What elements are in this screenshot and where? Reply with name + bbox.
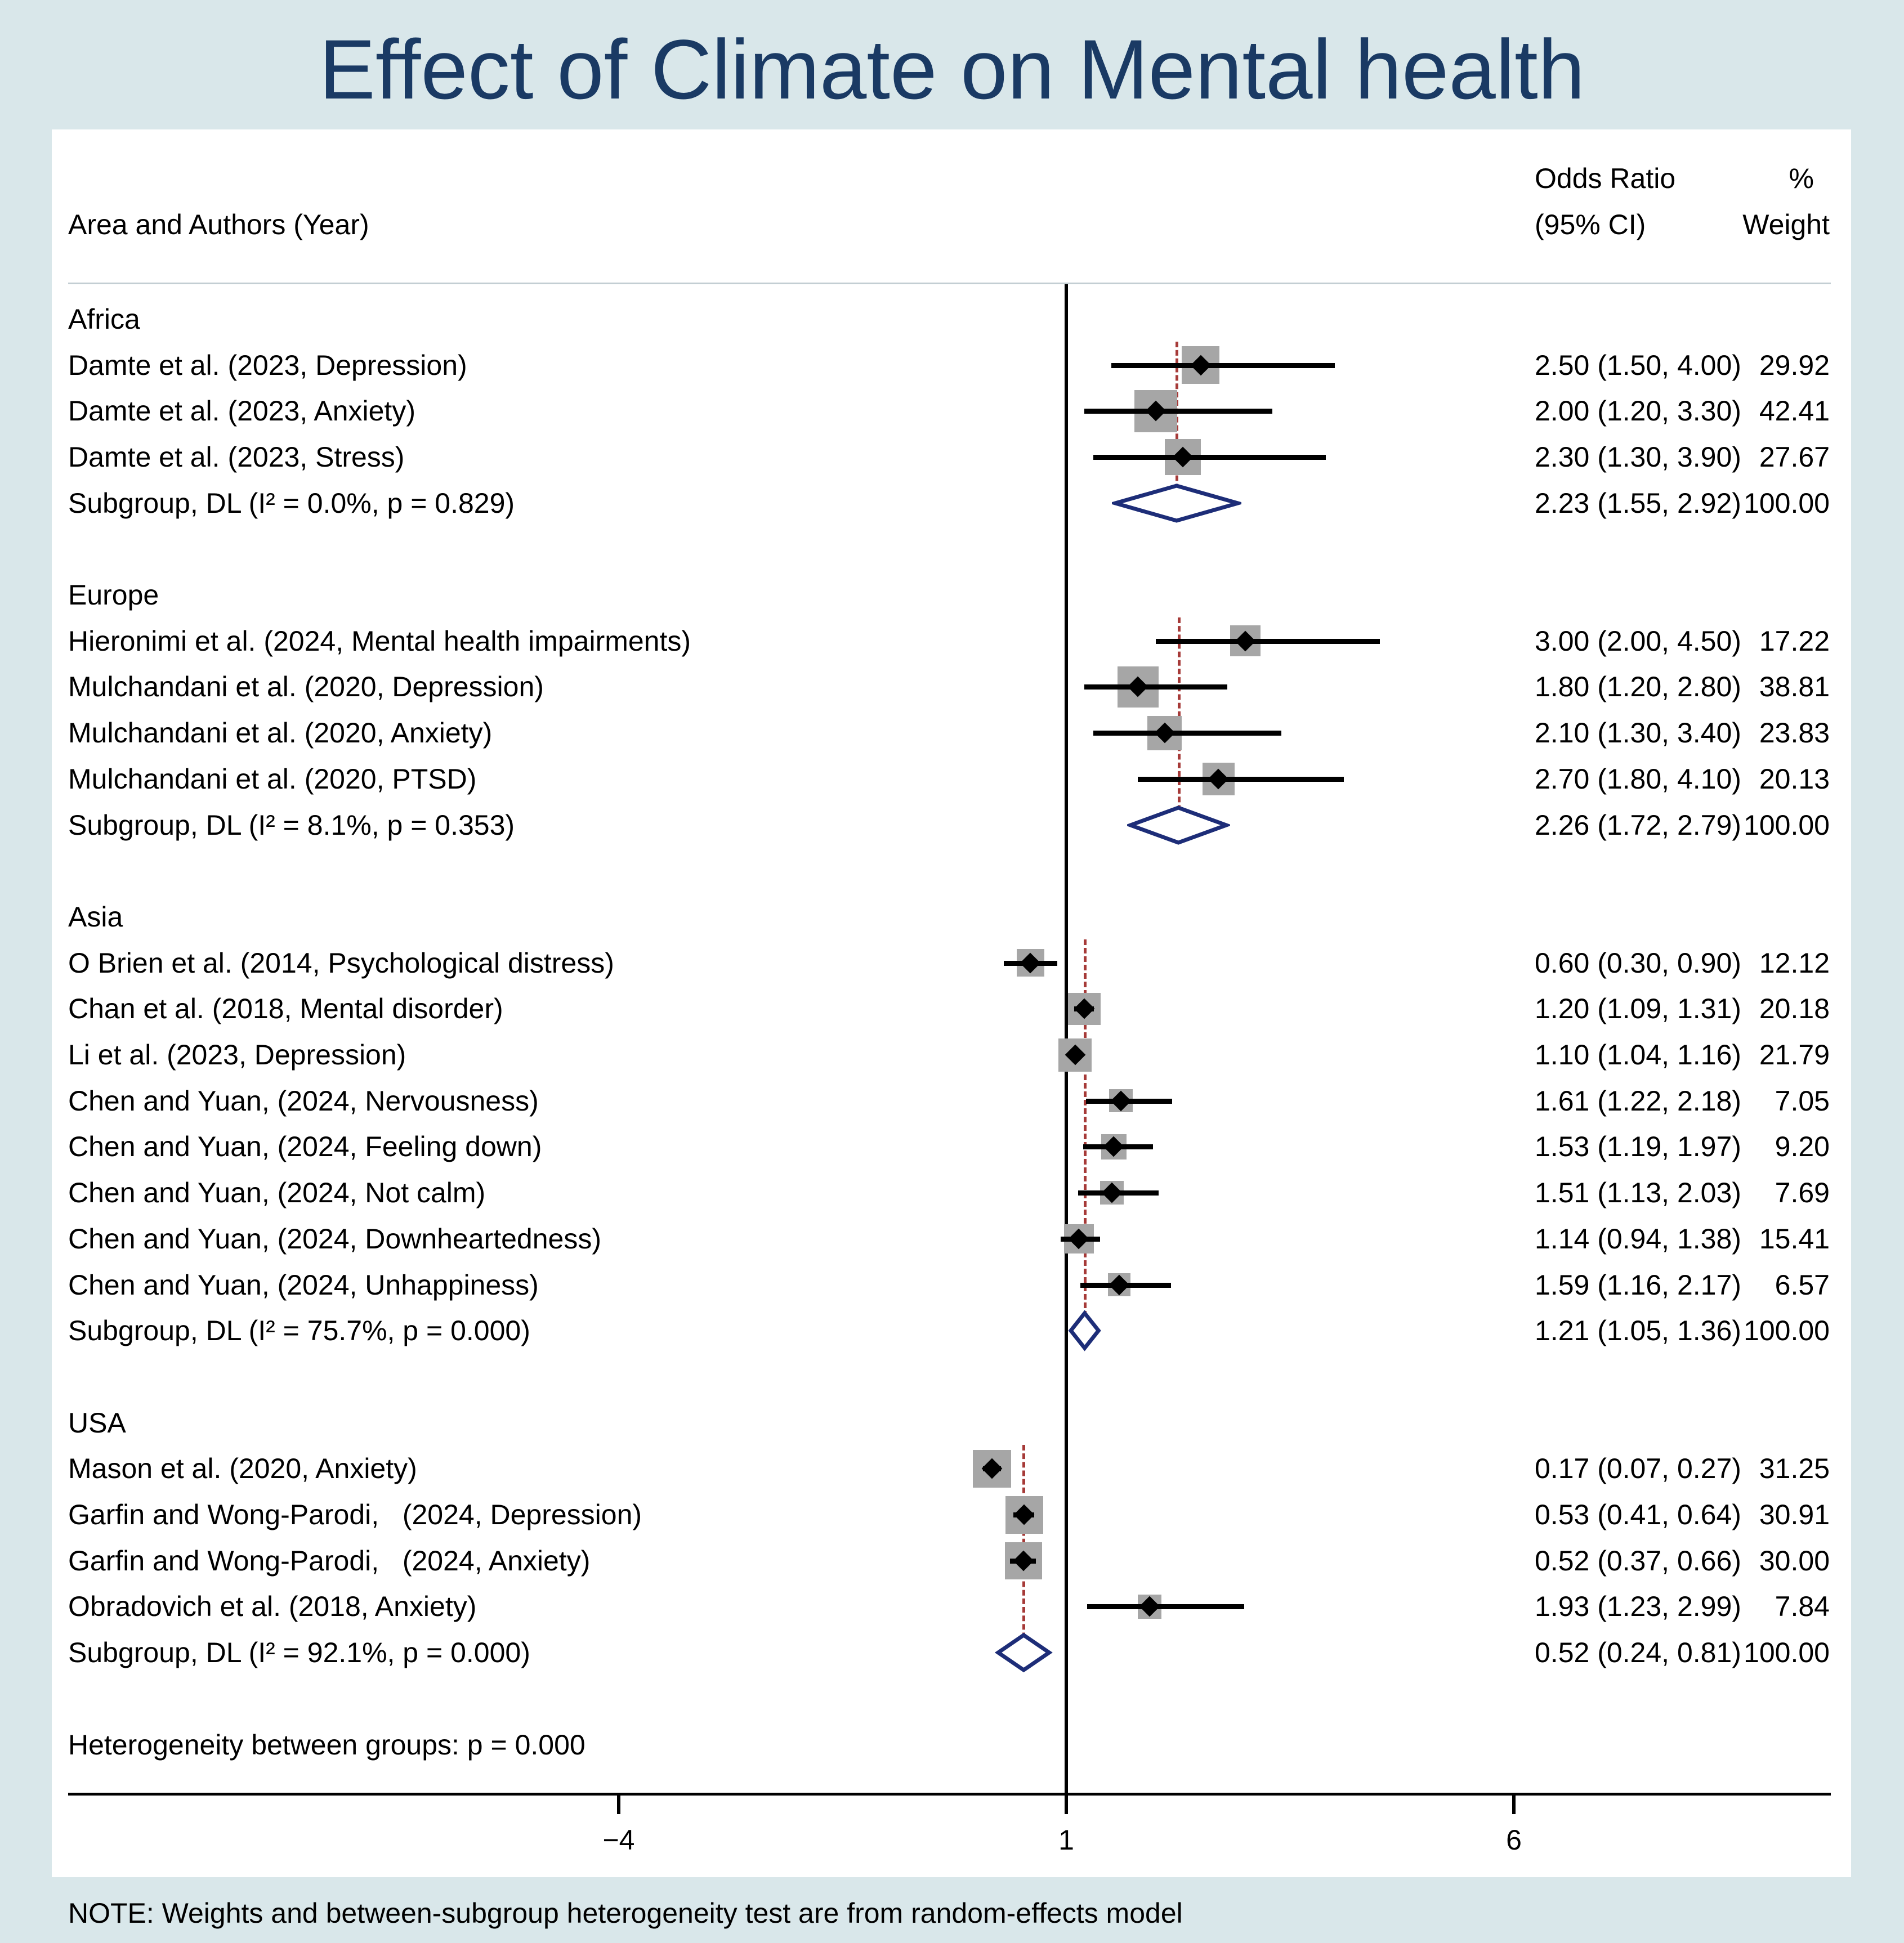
- x-axis-tick-label: 1: [1058, 1824, 1074, 1856]
- or-ci-value: 1.53 (1.19, 1.97): [1535, 1131, 1741, 1163]
- group-label: Europe: [68, 579, 159, 611]
- weight-value: 23.83: [1759, 717, 1830, 749]
- x-axis-tick-label: −4: [602, 1824, 635, 1856]
- weight-value: 20.18: [1759, 993, 1830, 1025]
- study-label: Chen and Yuan, (2024, Nervousness): [68, 1085, 539, 1117]
- or-ci-value: 2.26 (1.72, 2.79): [1535, 809, 1741, 841]
- or-ci-value: 1.61 (1.22, 2.18): [1535, 1085, 1741, 1117]
- or-ci-value: 2.50 (1.50, 4.00): [1535, 349, 1741, 381]
- weight-value: 21.79: [1759, 1039, 1830, 1071]
- x-axis-tick: [1512, 1793, 1516, 1814]
- study-label: Li et al. (2023, Depression): [68, 1039, 406, 1071]
- study-label: Chan et al. (2018, Mental disorder): [68, 993, 503, 1025]
- heterogeneity-note: Heterogeneity between groups: p = 0.000: [68, 1729, 585, 1761]
- weight-value: 7.05: [1775, 1085, 1830, 1117]
- ci-line: [1138, 777, 1344, 782]
- x-axis-line: [68, 1793, 1831, 1796]
- subgroup-summary-diamond: [1067, 1309, 1102, 1352]
- or-ci-value: 1.80 (1.20, 2.80): [1535, 671, 1741, 703]
- or-ci-value: 2.70 (1.80, 4.10): [1535, 763, 1741, 795]
- study-label: O Brien et al. (2014, Psychological distress): [68, 947, 614, 979]
- study-label: Mulchandani et al. (2020, PTSD): [68, 763, 477, 795]
- weight-value: 30.00: [1759, 1544, 1830, 1577]
- subgroup-summary-diamond: [1112, 482, 1241, 525]
- or-ci-value: 2.30 (1.30, 3.90): [1535, 441, 1741, 473]
- weight-value: 15.41: [1759, 1223, 1830, 1255]
- study-label: Chen and Yuan, (2024, Feeling down): [68, 1131, 542, 1163]
- or-ci-value: 2.23 (1.55, 2.92): [1535, 487, 1741, 519]
- group-label: USA: [68, 1407, 126, 1439]
- or-ci-value: 0.52 (0.24, 0.81): [1535, 1637, 1741, 1669]
- ci-line: [1156, 639, 1380, 644]
- group-label: Asia: [68, 901, 123, 933]
- or-ci-value: 1.20 (1.09, 1.31): [1535, 993, 1741, 1025]
- study-label: Mason et al. (2020, Anxiety): [68, 1453, 417, 1485]
- or-ci-value: 1.10 (1.04, 1.16): [1535, 1039, 1741, 1071]
- study-label: Obradovich et al. (2018, Anxiety): [68, 1591, 477, 1623]
- weight-value: 30.91: [1759, 1499, 1830, 1531]
- weight-value: 29.92: [1759, 349, 1830, 381]
- weight-value: 27.67: [1759, 441, 1830, 473]
- or-ci-value: 0.17 (0.07, 0.27): [1535, 1453, 1741, 1485]
- ci-line: [1093, 455, 1326, 460]
- header-divider-line: [68, 283, 1831, 284]
- weight-value: 42.41: [1759, 395, 1830, 427]
- or-ci-value: 0.52 (0.37, 0.66): [1535, 1544, 1741, 1577]
- weight-value: 38.81: [1759, 671, 1830, 703]
- column-header-area-authors: Area and Authors (Year): [68, 209, 369, 240]
- weight-value: 31.25: [1759, 1453, 1830, 1485]
- study-label: Chen and Yuan, (2024, Unhappiness): [68, 1269, 539, 1301]
- ci-line: [1084, 684, 1227, 690]
- weight-value: 9.20: [1775, 1131, 1830, 1163]
- study-label: Damte et al. (2023, Stress): [68, 441, 405, 473]
- weight-value: 100.00: [1744, 809, 1830, 841]
- study-label: Hieronimi et al. (2024, Mental health impairments): [68, 625, 691, 657]
- weight-value: 7.69: [1775, 1177, 1830, 1209]
- or-ci-value: 1.21 (1.05, 1.36): [1535, 1315, 1741, 1347]
- study-label: Mulchandani et al. (2020, Depression): [68, 671, 544, 703]
- footnote: NOTE: Weights and between-subgroup heterogeneity test are from random-effects model: [68, 1897, 1183, 1929]
- chart-title: Effect of Climate on Mental health: [319, 22, 1585, 117]
- or-ci-value: 3.00 (2.00, 4.50): [1535, 625, 1741, 657]
- ci-line: [1111, 363, 1335, 368]
- or-ci-value: 0.60 (0.30, 0.90): [1535, 947, 1741, 979]
- study-label: Garfin and Wong-Parodi, (2024, Anxiety): [68, 1544, 591, 1577]
- weight-value: 12.12: [1759, 947, 1830, 979]
- weight-value: 17.22: [1759, 625, 1830, 657]
- or-ci-value: 1.51 (1.13, 2.03): [1535, 1177, 1741, 1209]
- or-ci-value: 1.93 (1.23, 2.99): [1535, 1591, 1741, 1623]
- subgroup-label: Subgroup, DL (I² = 92.1%, p = 0.000): [68, 1637, 530, 1669]
- x-axis-tick-label: 6: [1506, 1824, 1522, 1856]
- study-label: Chen and Yuan, (2024, Not calm): [68, 1177, 486, 1209]
- subgroup-summary-diamond: [1127, 804, 1230, 847]
- or-ci-value: 1.14 (0.94, 1.38): [1535, 1223, 1741, 1255]
- weight-value: 100.00: [1744, 1637, 1830, 1669]
- group-label: Africa: [68, 303, 140, 335]
- column-header-odds-ratio: Odds Ratio: [1535, 163, 1676, 194]
- study-label: Chen and Yuan, (2024, Downheartedness): [68, 1223, 601, 1255]
- x-axis-tick: [617, 1793, 620, 1814]
- weight-value: 6.57: [1775, 1269, 1830, 1301]
- or-ci-value: 2.10 (1.30, 3.40): [1535, 717, 1741, 749]
- or-ci-value: 1.59 (1.16, 2.17): [1535, 1269, 1741, 1301]
- ci-line: [1093, 731, 1281, 736]
- subgroup-label: Subgroup, DL (I² = 8.1%, p = 0.353): [68, 809, 515, 841]
- column-header-ci: (95% CI): [1535, 209, 1646, 240]
- study-label: Damte et al. (2023, Depression): [68, 349, 467, 381]
- weight-value: 100.00: [1744, 487, 1830, 519]
- study-label: Damte et al. (2023, Anxiety): [68, 395, 415, 427]
- column-header-percent: %: [1789, 163, 1814, 194]
- weight-value: 20.13: [1759, 763, 1830, 795]
- study-label: Garfin and Wong-Parodi, (2024, Depression): [68, 1499, 642, 1531]
- subgroup-summary-diamond: [995, 1631, 1053, 1674]
- ci-line: [1087, 1604, 1245, 1609]
- subgroup-label: Subgroup, DL (I² = 0.0%, p = 0.829): [68, 487, 515, 519]
- ci-line: [1084, 409, 1272, 414]
- subgroup-label: Subgroup, DL (I² = 75.7%, p = 0.000): [68, 1315, 530, 1347]
- weight-value: 100.00: [1744, 1315, 1830, 1347]
- study-label: Mulchandani et al. (2020, Anxiety): [68, 717, 493, 749]
- or-ci-value: 0.53 (0.41, 0.64): [1535, 1499, 1741, 1531]
- weight-value: 7.84: [1775, 1591, 1830, 1623]
- or-ci-value: 2.00 (1.20, 3.30): [1535, 395, 1741, 427]
- x-axis-tick: [1065, 1793, 1068, 1814]
- column-header-weight: Weight: [1742, 209, 1830, 240]
